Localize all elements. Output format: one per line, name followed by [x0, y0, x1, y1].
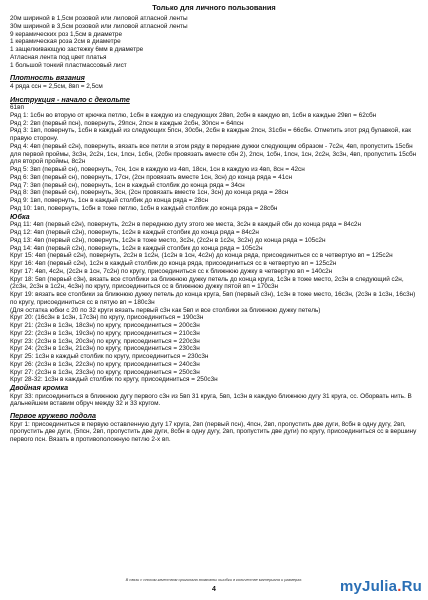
instruction-row: Ряд 3: 1вп, повернуть, 1сбн в каждый из следующих 5псн, 30сбн, 2сбн в каждые 2псн, 31сбн = 66сбн. Отметить этот ряд булавкой, как правую сторону. — [10, 127, 412, 143]
materials-list — [10, 15, 418, 69]
logo-suffix: Ru — [401, 578, 422, 595]
skirt-row: Круг 27: (2с3н в 1с3н, 23с3н) по кругу, присоединиться = 250с3н — [10, 368, 200, 376]
instruction-row: Ряд 8: 3вп (первый сн), повернуть, 3сн, (2сн провязать вместе 1сн, 3сн) до конца ряда = 28сн — [10, 189, 289, 197]
edge-heading: Двойная кромка — [10, 383, 69, 393]
instruction-row: Ряд 6: 3вп (первый сн), повернуть, 17сн, (2сн провязать вместе 1сн, 3сн) до конца ряда = 41сн — [10, 173, 293, 181]
instructions-heading: Инструкция - начало с декольте — [10, 94, 130, 104]
skirt-row: Круг 24: (2с3н в 1с3н, 21с3н) по кругу, присоединиться = 230с3н — [10, 345, 200, 353]
instruction-row: Ряд 9: 1вп, повернуть, 1сн в каждый столбик до конца ряда = 28сн — [10, 197, 209, 205]
materials-item: Атласная лента под цвет платья — [10, 53, 107, 61]
skirt-row: Круг 25: 1с3н в каждый столбик по кругу, присоединиться = 230с3н — [10, 353, 209, 361]
skirt-row: Круг 26: (2с3н в 1с3н, 22с3н) по кругу, присоединиться = 240с3н — [10, 360, 200, 368]
skirt-row: Ряд 13: 4вп (первый с2н), повернуть, 1с2н в тоже место, 3с2н, (2с2н в 1с2н, 3с2н) до конца ряда = 105с2н — [10, 236, 326, 244]
skirt-row: Ряд 14: 4вп (первый с2н), повернуть, 1с2н в каждый столбик до конца ряда = 105с2н — [10, 244, 263, 252]
skirt-row: Круг 15: 4вп (первый с2н), повернуть, 2с2н в 1с2н, (1с2н в 1сн, 4с2н) до конца ряда, присоединиться сс в четвертую вп = 125с2н — [10, 252, 393, 260]
skirt-row: Круг 16: 4вп (первый с2н), 1с2н в каждый столбик до конца ряда, присоединиться сс в четвертую вп = 125с2н — [10, 260, 337, 268]
skirt-row: Круг 28-32: 1с3н в каждый столбик по кругу, присоединиться = 250с3н — [10, 376, 218, 384]
materials-item: 30м шириной в 3,5см розовой или лиловой атласной ленты — [10, 22, 188, 30]
footnote: В связи с плохим качеством оригинала возможны ошибки в количестве материала и размерах. — [125, 577, 303, 582]
skirt-row: Круг 17: 4вп, 4с2н, (2с2н в 1сн, 7с2н) по кругу, присоединиться сс к ближнюю дужку в четвертую вп = 140с2н — [10, 267, 333, 275]
materials-item: 1 керамическая роза 2см в диаметре — [10, 38, 121, 46]
skirt-row: Ряд 12: 4вп (первый с2н), повернуть, 1с2н в каждый столбик до конца ряда = 84с2н — [10, 229, 259, 237]
skirt-row: Круг 23: (2с3н в 1с3н, 20с3н) по кругу, присоединиться = 220с3н — [10, 337, 200, 345]
site-logo — [340, 578, 422, 596]
density-text: 4 ряда ссн = 2,5см, 8вп = 2,5см — [10, 82, 103, 90]
logo-main: Julia — [362, 578, 398, 595]
skirt-note: (Для остатка юбки с 20 по 32 круги вязать первый с3н как 5вп и все столбики за ближнюю дужку петель) — [10, 306, 321, 314]
instruction-row: Ряд 1: 1сбн во вторую от крючка петлю, 1сбн в каждую из следующих 28вп, 2сбн в каждую вп, 1сбн в каждые 29вп = 62сбн — [10, 111, 377, 119]
lace-heading: Первое кружево подола — [10, 411, 96, 421]
materials-item: 1 защелкивающую застежку 6мм в диаметре — [10, 46, 144, 53]
lace-text: Круг 1: присоединиться в первую оставленную дугу 17 круга, 2вп (первый псн), 4псн, 2вп, пропустить две дуги, 8сбн в одну дугу, 2вп, пропустить две дуги, (5псн, 2вп, пропустить две дуги, 8сбн в одну дугу, 2вп, пропустить две дуги) по кругу, присоединиться сс в вершину первого псн. Вязать в противоположную петлю 2-х вп. — [10, 420, 417, 444]
materials-item: 20м шириной в 1,5см розовой или лиловой атласной ленты — [10, 15, 188, 22]
instruction-row: Ряд 4: 4вп (первый с2н), повернуть, вязать все петли в этом ряду в передние дужки следующим образом - 7с2н, 4вп, пропустить 15сбн для первой проймы, 3с3н, 2с2н, 1сн, 1псн, 1сбн, (2сбн провязать вместе сбн 2), 2псн, 1сбн, 1псн, 1сн, 2с2н, 3с3н, 4вп, пропустить 15сбн для второй проймы, 8с2н — [10, 142, 417, 166]
instruction-row: Ряд 7: 3вп (первый сн), повернуть, 1сн в каждый столбик до конца ряда = 34сн — [10, 181, 245, 189]
instructions-start: 61вп — [10, 104, 24, 112]
instruction-row: Ряд 2: 2вп (первый псн), повернуть, 29псн, 2псн в каждые 2сбн, 30псн = 64псн — [10, 119, 244, 127]
skirt-row: Ряд 11: 4вп (первый с2н), повернуть, 2с2н в переднюю дугу этого же места, 3с2н в каждый сбн до конца ряда = 84с2н — [10, 221, 361, 229]
logo-prefix: my — [339, 578, 363, 595]
page-header: Только для личного пользования — [152, 3, 276, 12]
materials-item: 9 керамических роз 1,5см в диаметре — [10, 30, 123, 38]
instruction-row: Ряд 5: 3вп (первый сн), повернуть, 7сн, 1сн в каждую из 4вп, 18сн, 1сн в каждую из 4вп, 8сн = 42сн — [10, 166, 305, 174]
skirt-row: Круг 22: (2с3н в 1с3н, 19с3н) по кругу, присоединиться = 210с3н — [10, 329, 200, 337]
skirt-row: Круг 21: (2с3н в 1с3н, 18с3н) по кругу, присоединиться = 200с3н — [10, 322, 200, 330]
page-number: 4 — [212, 586, 216, 593]
density-heading: Плотность вязания — [10, 73, 85, 83]
materials-item: 1 большой тонкий пластмассовый лист — [10, 61, 127, 69]
logo-dot: . — [397, 578, 402, 595]
skirt-row: Круг 20: (16с3н в 1с3н, 17с3н) по кругу, присоединиться = 190с3н — [10, 314, 204, 322]
skirt-row: Круг 18: 5вп (первый с3н), вязать все столбики за ближнюю дужку петель до конца круга, 1с3н в тоже место, 2с3н в следующий с2н, (2с3н, 2с3н в 1с2н, 4с3н) по кругу, присоединиться сс в ближнюю дужку пятой вп = 170с3н — [10, 275, 404, 291]
instruction-row: Ряд 10: 1вп, повернуть, 1сбн в тоже петлю, 1сбн в каждый столбик до конца ряда = 28сбн — [10, 204, 278, 212]
skirt-row: Круг 19: вязать все столбики за ближнюю дужку петель до конца круга, 5вп (первый с3н), 1с3н в тоже место, 16с3н, (2с3н в 1с3н, 16с3н) по кругу, присоединиться сс в пятую вп = 180с3н — [10, 291, 416, 306]
skirt-heading: Юбка — [10, 211, 30, 221]
edge-text: Круг 33: присоединиться в ближнюю дугу первого с3н из 5вп 31 круга, 5вп, 1с3н в каждую ближнюю дугу 31 круга, сс. Оборвать нить. В дальнейшем вставим обруч между 32 и 33 кругом. — [10, 392, 412, 408]
